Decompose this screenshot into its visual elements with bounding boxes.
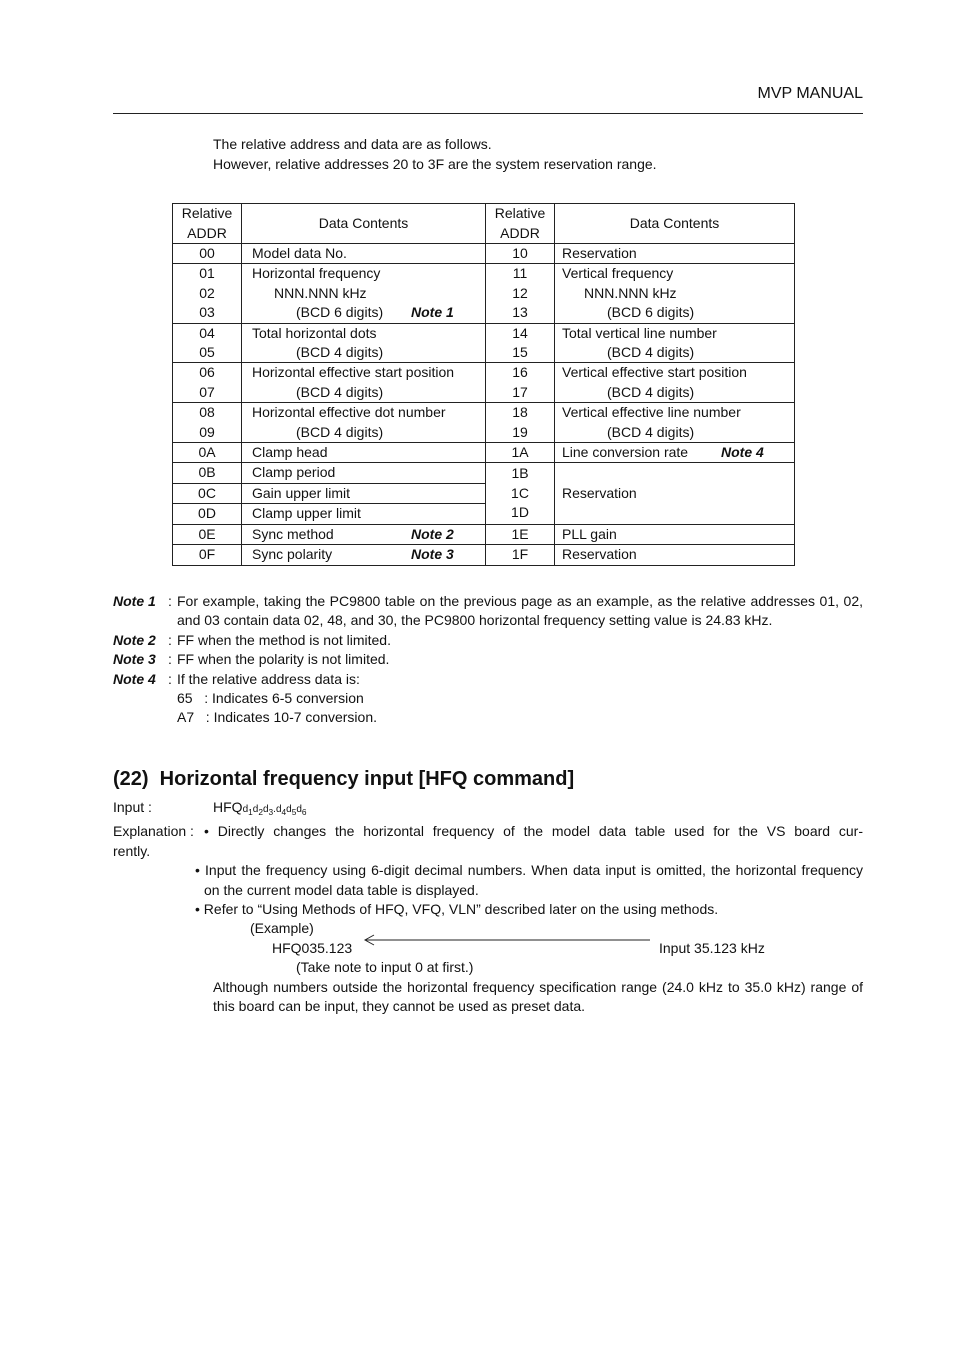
note-1: Note 1 : For example, taking the PC9800 table on the previous page as an example, as the relative addresses 01, 02, and 03 contain data 02, 48, and 30, the PC9800 horizontal frequency setting value is 24.83 kHz. xyxy=(113,593,863,629)
addr-cell: 1F xyxy=(486,545,555,565)
table-row xyxy=(173,244,795,264)
header-title: MVP MANUAL xyxy=(757,85,863,102)
bullet-item: • Input the frequency using 6-digit decimal numbers. When data input is omitted, the horizontal frequency on the current model data table is displayed. xyxy=(195,862,863,898)
addr-cell: 08 09 xyxy=(173,403,242,443)
note-ref: Note 4 xyxy=(721,444,764,461)
content-cell: Reservation xyxy=(555,244,795,264)
addr-cell: 16 17 xyxy=(486,363,555,403)
explanation-cont: rently. xyxy=(113,842,151,859)
addr-cell: 01 02 03 xyxy=(173,264,242,323)
example-note: (Take note to input 0 at first.) xyxy=(296,959,474,976)
addr-cell: 1A xyxy=(486,443,555,463)
content-cell: Reservation xyxy=(555,545,795,565)
addr-cell: 14 15 xyxy=(486,323,555,363)
content-cell: Horizontal effective dot number (BCD 4 digits) xyxy=(242,403,486,443)
section-title: (22) Horizontal frequency input [HFQ command] xyxy=(113,768,575,790)
content-cell: Total vertical line number (BCD 4 digits) xyxy=(555,323,795,363)
note-ref: Note 1 xyxy=(411,304,454,321)
table-row xyxy=(173,524,795,544)
table-row xyxy=(173,363,795,403)
note-4-option: 65 : Indicates 6-5 conversion xyxy=(177,690,364,707)
explanation-line: Explanation : • Directly changes the horizontal frequency of the model data table used for the VS board cur- xyxy=(113,823,863,840)
bullet-item: • Refer to “Using Methods of HFQ, VFQ, VLN” described later on the using methods. xyxy=(195,901,719,918)
content-cell: Vertical frequency NNN.NNN kHz (BCD 6 digits) xyxy=(555,264,795,323)
example-label: (Example) xyxy=(250,920,314,937)
section-body xyxy=(113,798,863,1016)
table-header-row xyxy=(173,204,795,244)
note-4: Note 4 : If the relative address data is: xyxy=(113,670,360,687)
table-row xyxy=(173,403,795,443)
notes-block xyxy=(113,592,863,728)
note-ref: Note 2 xyxy=(411,525,454,542)
input-line: Input : $HFQd_1d_2d_3.d_4d_5d_6$ xyxy=(113,798,863,822)
content-cell: Clamp head xyxy=(242,443,486,463)
addr-cell: 0F xyxy=(173,545,242,565)
header-rule xyxy=(113,113,863,114)
arrow-left-icon xyxy=(362,933,652,947)
header-contents-right: Data Contents xyxy=(555,204,795,244)
note-2: Note 2 : FF when the method is not limited. xyxy=(113,631,391,648)
addr-cell: 04 05 xyxy=(173,323,242,363)
content-cell: Model data No. xyxy=(242,244,486,264)
addr-cell: 1B 1C 1D xyxy=(486,463,555,524)
table-row xyxy=(173,545,795,565)
content-cell: Horizontal effective start position (BCD 4 digits) xyxy=(242,363,486,403)
content-cell: Reservation xyxy=(555,463,795,524)
content-cell: Vertical effective line number (BCD 4 digits) xyxy=(555,403,795,443)
example-result: Input 35.123 kHz xyxy=(659,939,765,956)
intro-line: The relative address and data are as follows. xyxy=(213,136,492,152)
content-cell: PLL gain xyxy=(555,524,795,544)
addr-cell: 0E xyxy=(173,524,242,544)
note-3: Note 3 : FF when the polarity is not limited. xyxy=(113,651,390,668)
addr-cell: 0A xyxy=(173,443,242,463)
content-cell: Sync polarity Note 3 xyxy=(242,545,486,565)
content-cell: Clamp upper limit xyxy=(242,504,486,524)
example-command: HFQ035.123 xyxy=(272,939,353,956)
header-contents-left: Data Contents xyxy=(242,204,486,244)
addr-cell: 0C xyxy=(173,483,242,503)
addr-cell: 0B xyxy=(173,463,242,483)
table-row xyxy=(173,463,795,483)
addr-cell: 18 19 xyxy=(486,403,555,443)
content-cell: Line conversion rate Note 4 xyxy=(555,443,795,463)
note-4-option: A7 : Indicates 10-7 conversion. xyxy=(177,709,377,726)
content-cell: Gain upper limit xyxy=(242,483,486,503)
addr-cell: 11 12 13 xyxy=(486,264,555,323)
note-ref: Note 3 xyxy=(411,546,454,563)
content-cell: Horizontal frequency NNN.NNN kHz (BCD 6 digits) Note 1 xyxy=(242,264,486,323)
table-row xyxy=(173,323,795,363)
content-cell: Clamp period xyxy=(242,463,486,483)
content-cell: Sync method Note 2 xyxy=(242,524,486,544)
addr-cell: 1E xyxy=(486,524,555,544)
closing-text: Although numbers outside the horizontal frequency specification range (24.0 kHz to 35.0 kHz) range of this board can be input, they cannot be used as preset data. xyxy=(213,978,863,1015)
addr-cell: 10 xyxy=(486,244,555,264)
addr-cell: 0D xyxy=(173,504,242,524)
content-cell: Total horizontal dots (BCD 4 digits) xyxy=(242,323,486,363)
header-addr-right: Relative ADDR xyxy=(486,204,555,244)
header-addr-left: Relative ADDR xyxy=(173,204,242,244)
intro-line: However, relative addresses 20 to 3F are the system reservation range. xyxy=(213,155,657,172)
addr-cell: 06 07 xyxy=(173,363,242,403)
content-cell: Vertical effective start position (BCD 4 digits) xyxy=(555,363,795,403)
relative-address-table xyxy=(172,203,795,566)
input-syntax: $HFQd_1d_2d_3.d_4d_5d_6$ xyxy=(213,799,307,817)
intro-text xyxy=(213,135,657,174)
table-row xyxy=(173,264,795,323)
addr-cell: 00 xyxy=(173,244,242,264)
table-row xyxy=(173,443,795,463)
